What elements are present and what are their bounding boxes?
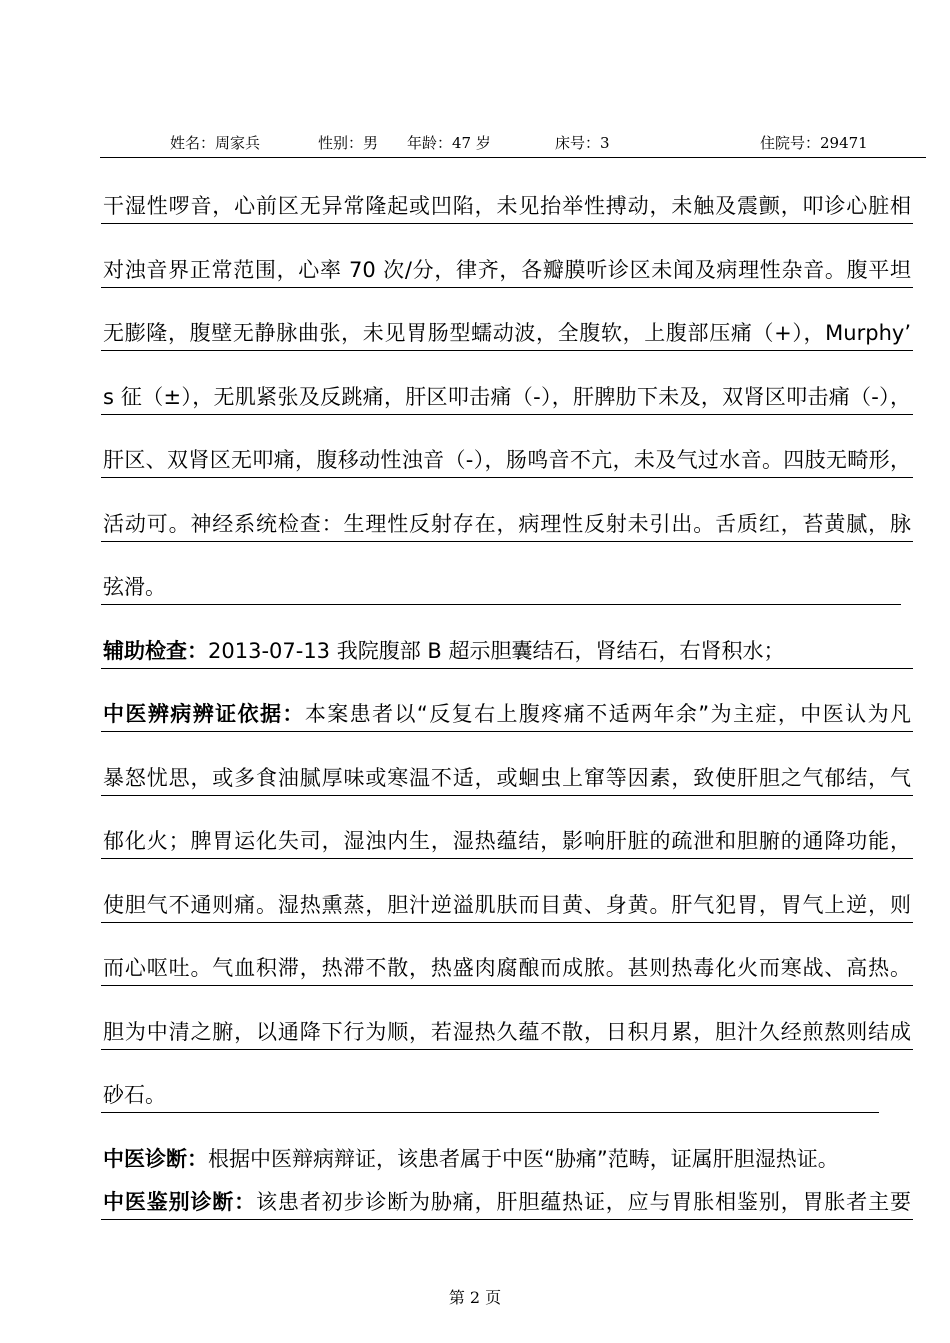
record-body <box>103 175 915 1235</box>
ruled-line <box>101 604 901 605</box>
tcm-basis-line: 砂石。 <box>103 1083 166 1107</box>
ruled-line <box>101 477 913 478</box>
text-line <box>103 937 915 1001</box>
tcm-differential-label: 中医鉴别诊断： <box>103 1190 257 1214</box>
ruled-line <box>101 1049 913 1050</box>
text-line <box>103 239 915 303</box>
ruled-line <box>101 414 913 415</box>
tcm-basis-line: 使胆气不通则痛。湿热熏蒸，胆汁逆溢肌肤而目黄、身黄。肝气犯胃，胃气上逆，则 <box>103 892 911 917</box>
patient-header <box>0 132 950 156</box>
ruled-line <box>101 922 913 923</box>
tcm-differential <box>103 1187 911 1217</box>
ruled-line <box>101 858 913 859</box>
exam-line: 对浊音界正常范围，心率 70 次/分，律齐，各瓣膜听诊区未闻及病理性杂音。腹平坦 <box>103 257 911 282</box>
exam-line: s 征（±），无肌紧张及反跳痛，肝区叩击痛（-），肝脾肋下未及，双肾区叩击痛（-）， <box>103 384 911 409</box>
ruled-line <box>101 541 913 542</box>
text-line <box>103 620 915 684</box>
aux-exam <box>103 636 911 666</box>
text-line <box>103 683 915 747</box>
text-line <box>103 1171 915 1235</box>
tcm-basis-label: 中医辨病辨证依据： <box>103 702 305 726</box>
tcm-diagnosis <box>103 1144 911 1174</box>
page-number: 第 2 页 <box>448 1288 502 1307</box>
text-line <box>103 366 915 430</box>
tcm-differential-text: 该患者初步诊断为胁痛，肝胆蕴热证，应与胃胀相鉴别，胃胀者主要 <box>256 1190 912 1214</box>
tcm-basis-first-line <box>103 699 911 729</box>
tcm-basis-line: 而心呕吐。气血积滞，热滞不散，热盛肉腐酿而成脓。甚则热毒化火而寒战、高热。 <box>103 956 911 980</box>
tcm-basis-line: 郁化火；脾胃运化失司，湿浊内生，湿热蕴结，影响肝脏的疏泄和胆腑的通降功能， <box>103 829 911 853</box>
text-line <box>103 302 915 366</box>
patient-name: 姓名：周家兵 <box>170 134 261 152</box>
ruled-line <box>101 287 913 288</box>
bed-number: 床号：3 <box>555 134 610 152</box>
text-line <box>103 747 915 811</box>
ruled-line <box>101 795 913 796</box>
ruled-line <box>101 1219 913 1220</box>
text-line <box>103 493 915 557</box>
exam-line: 弦滑。 <box>103 575 166 599</box>
patient-sex: 性别：男 <box>318 134 379 152</box>
exam-line: 干湿性啰音，心前区无异常隆起或凹陷，未见抬举性搏动，未触及震颤，叩诊心脏相 <box>103 194 911 218</box>
text-line <box>103 874 915 938</box>
ruled-line <box>101 985 913 986</box>
tcm-basis-line: 胆为中清之腑，以通降下行为顺，若湿热久蕴不散，日积月累，胆汁久经煎熬则结成 <box>103 1019 911 1044</box>
ruled-line <box>101 731 913 732</box>
text-line <box>103 1001 915 1065</box>
header-rule <box>100 157 926 158</box>
text-line <box>103 1064 915 1128</box>
aux-exam-label: 辅助检查： <box>103 638 208 663</box>
admission-number: 住院号：29471 <box>760 134 868 152</box>
tcm-diagnosis-text: 根据中医辩病辩证，该患者属于中医“胁痛”范畴，证属肝胆湿热证。 <box>208 1146 839 1171</box>
text-line <box>103 175 915 239</box>
ruled-line <box>101 223 913 224</box>
text-line <box>103 810 915 874</box>
tcm-basis-text: 本案患者以“反复右上腹疼痛不适两年余”为主症，中医认为凡 <box>304 702 911 726</box>
text-line <box>103 429 915 493</box>
tcm-diagnosis-label: 中医诊断： <box>103 1146 208 1171</box>
ruled-line <box>101 1112 879 1113</box>
exam-line: 无膨隆，腹壁无静脉曲张，未见胃肠型蠕动波，全腹软，上腹部压痛（+），Murphy’ <box>103 321 911 345</box>
exam-line: 活动可。神经系统检查：生理性反射存在，病理性反射未引出。舌质红，苔黄腻，脉 <box>103 511 911 536</box>
patient-age: 年龄：47 岁 <box>407 134 491 152</box>
ruled-line <box>101 350 913 351</box>
tcm-basis-line: 暴怒忧思，或多食油腻厚味或寒温不适，或蛔虫上窜等因素，致使肝胆之气郁结，气 <box>103 765 911 790</box>
text-line <box>103 556 915 620</box>
ruled-line <box>101 668 913 669</box>
aux-exam-text: 2013-07-13 我院腹部 B 超示胆囊结石，肾结石，右肾积水； <box>208 638 785 663</box>
exam-line: 肝区、双肾区无叩痛，腹移动性浊音（-），肠鸣音不亢，未及气过水音。四肢无畸形， <box>103 448 911 472</box>
